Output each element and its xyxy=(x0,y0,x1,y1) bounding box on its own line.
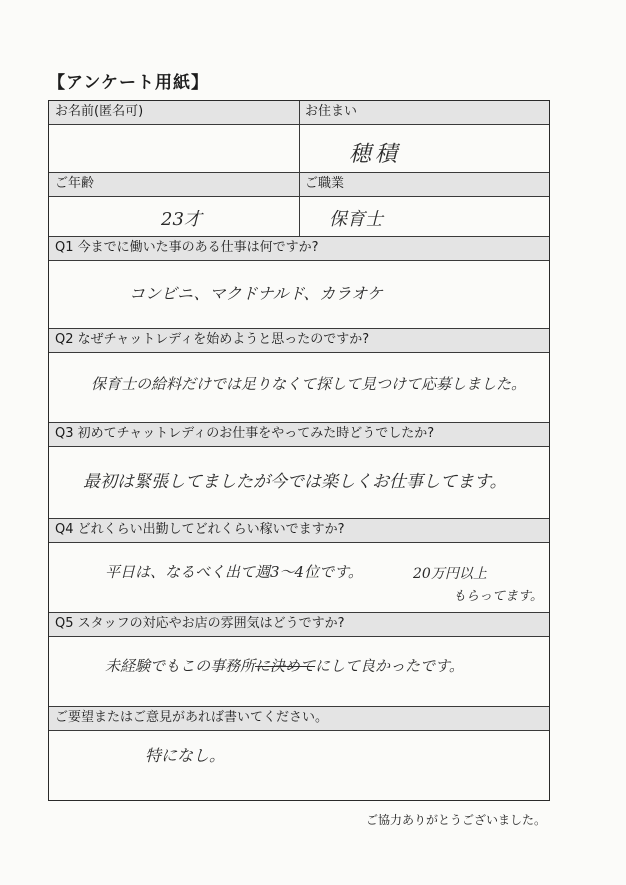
age-field xyxy=(49,197,299,237)
q4-answer-note-1: 20万円以上 xyxy=(413,566,487,582)
address-label: お住まい xyxy=(299,101,549,125)
q5-answer-part-1: 未経験でもこの事務所 xyxy=(105,657,256,675)
q1-answer: コンビニ、マクドナルド、カラオケ xyxy=(129,284,383,303)
age-label: ご年齢 xyxy=(49,173,299,197)
job-field xyxy=(299,197,549,237)
q3-label: Q3 初めてチャットレディのお仕事をやってみた時どうでしたか? xyxy=(49,423,549,447)
address-value: 穂積 xyxy=(349,142,402,167)
q5-answer xyxy=(105,655,464,676)
q5-answer-struck: に決めて xyxy=(255,657,316,675)
q4-label: Q4 どれくらい出勤してどれくらい稼いでますか? xyxy=(49,519,549,543)
q5-answer-area xyxy=(49,637,549,707)
age-value: 23才 xyxy=(161,209,202,230)
questionnaire-sheet xyxy=(48,100,550,801)
page-title: 【アンケート用紙】 xyxy=(48,73,209,93)
q3-answer-area xyxy=(49,447,549,519)
q1-answer-area xyxy=(49,261,549,329)
q3-answer: 最初は緊張してましたが今では楽しくお仕事してます。 xyxy=(83,472,507,492)
footer-thanks: ご協力ありがとうございました。 xyxy=(365,813,546,827)
comments-label: ご要望またはご意見があれば書いてください。 xyxy=(49,707,549,731)
q4-answer-note-2: もらってます。 xyxy=(453,589,543,604)
comments-answer-area xyxy=(49,731,549,799)
column-divider xyxy=(299,101,300,237)
q1-label: Q1 今までに働いた事のある仕事は何ですか? xyxy=(49,237,549,261)
q4-answer-area xyxy=(49,543,549,613)
name-label: お名前(匿名可) xyxy=(49,101,299,125)
job-label: ご職業 xyxy=(299,173,549,197)
name-field xyxy=(49,125,299,173)
q2-answer-area xyxy=(49,353,549,423)
job-value: 保育士 xyxy=(329,209,383,230)
q5-label: Q5 スタッフの対応やお店の雰囲気はどうですか? xyxy=(49,613,549,637)
comments-answer: 特になし。 xyxy=(145,746,226,765)
q2-answer: 保育士の給料だけでは足りなくて探して見つけて応募しました。 xyxy=(91,375,527,393)
q5-answer-part-2: にして良かったです。 xyxy=(315,657,464,675)
q4-answer: 平日は、なるべく出て週3〜4位です。 xyxy=(105,563,363,581)
q2-label: Q2 なぜチャットレディを始めようと思ったのですか? xyxy=(49,329,549,353)
address-field xyxy=(299,125,549,173)
